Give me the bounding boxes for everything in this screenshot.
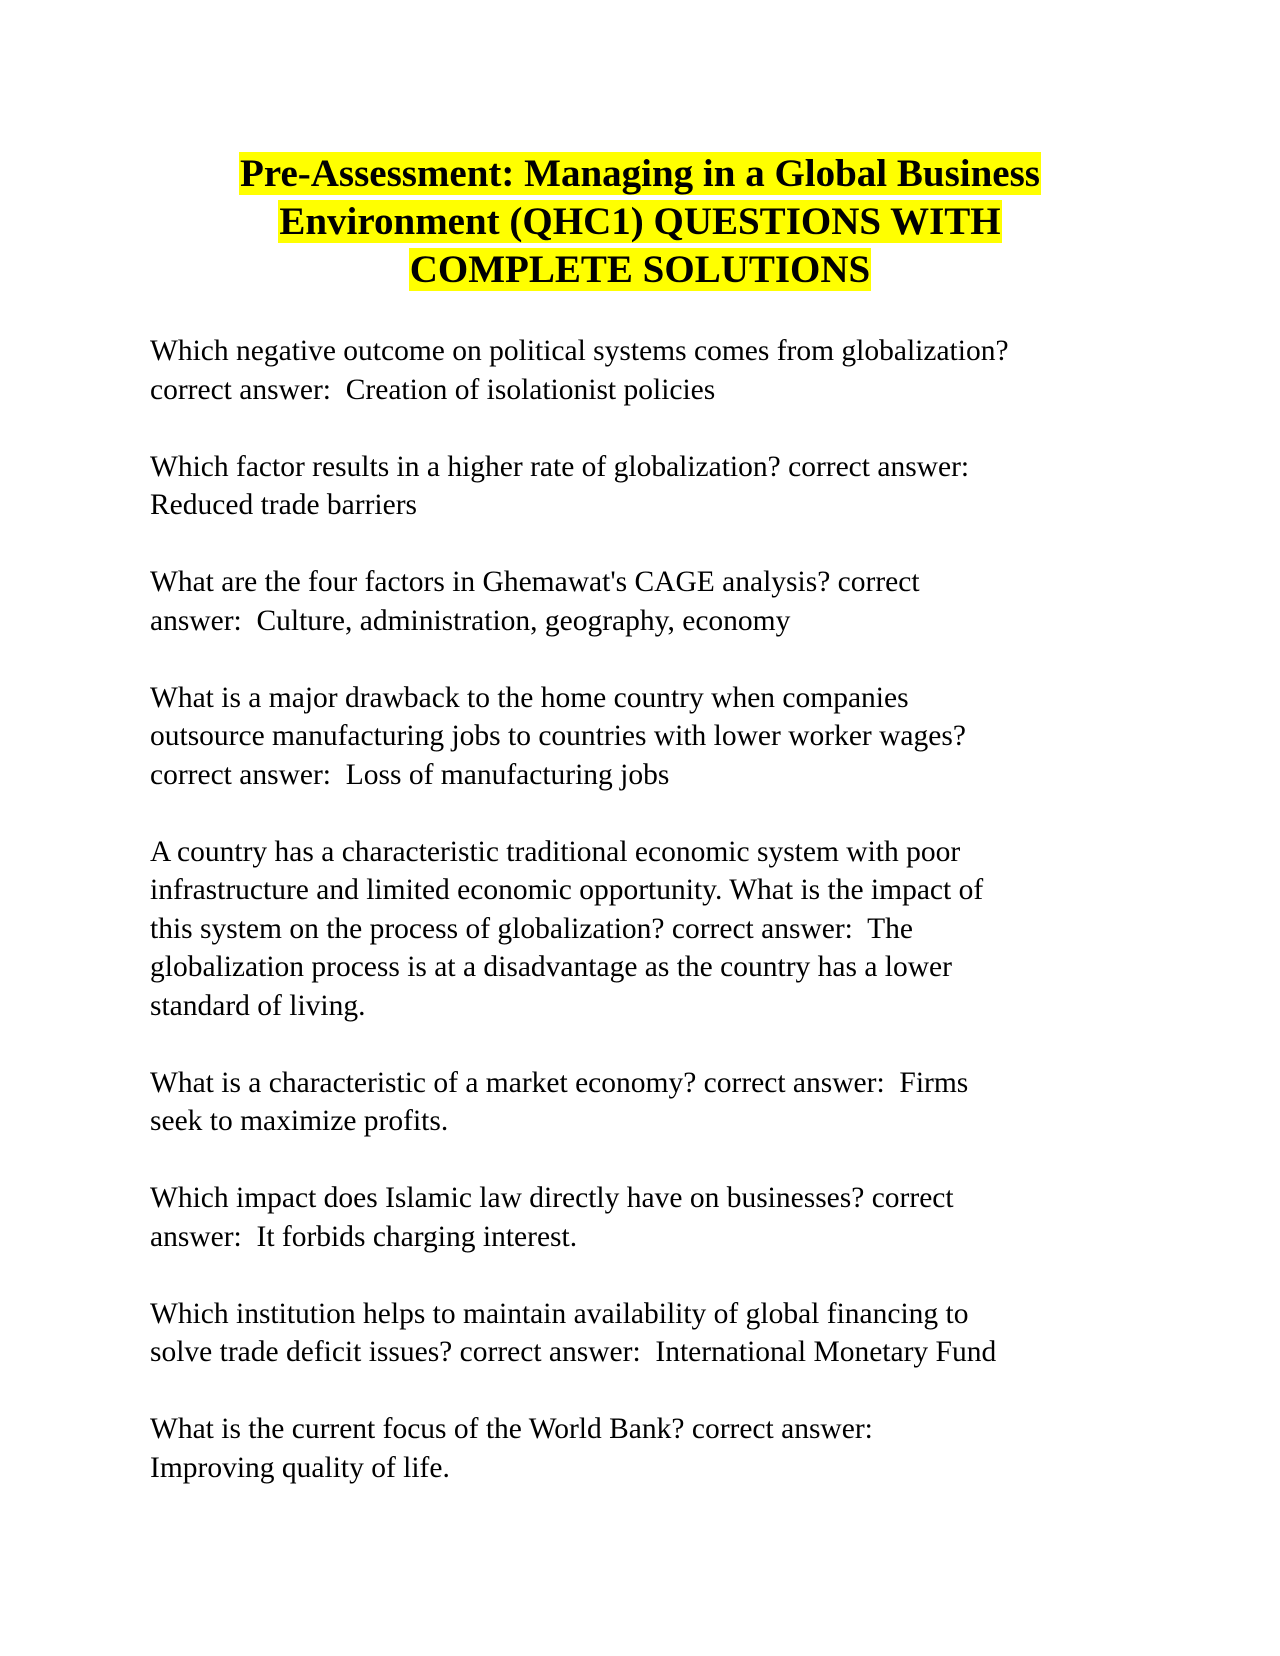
qa-line: What is the current focus of the World Bank? correct answer: bbox=[150, 1413, 873, 1445]
qa-line: infrastructure and limited economic opportunity. What is the impact of bbox=[150, 874, 984, 906]
qa-line: Reduced trade barriers bbox=[150, 489, 417, 521]
qa-line: outsource manufacturing jobs to countries with lower worker wages? bbox=[150, 720, 966, 752]
title-line-text: Pre-Assessment: Managing in a Global Business bbox=[240, 152, 1040, 195]
qa-line: Which factor results in a higher rate of globalization? correct answer: bbox=[150, 450, 970, 483]
qa-line: What is a characteristic of a market economy? correct answer: Firms bbox=[150, 1066, 969, 1099]
qa-line: What are the four factors in Ghemawat's CAGE analysis? correct bbox=[150, 566, 920, 598]
title-line-text: Environment (QHC1) QUESTIONS WITH bbox=[279, 200, 1001, 243]
qa-line: correct answer: Loss of manufacturing jobs bbox=[150, 758, 670, 791]
title-line-text: COMPLETE SOLUTIONS bbox=[409, 248, 871, 291]
qa-item bbox=[150, 1410, 1140, 1487]
qa-line: globalization process is at a disadvantage as the country has a lower bbox=[150, 951, 952, 983]
qa-item bbox=[150, 448, 1140, 525]
qa-item bbox=[150, 332, 1140, 409]
document-title bbox=[140, 150, 1140, 294]
title-line bbox=[140, 198, 1140, 246]
qa-line: answer: Culture, administration, geography, economy bbox=[150, 604, 791, 637]
qa-line: Which impact does Islamic law directly have on businesses? correct bbox=[150, 1182, 954, 1214]
qa-item bbox=[150, 833, 1140, 1026]
qa-line: seek to maximize profits. bbox=[150, 1105, 449, 1137]
qa-item bbox=[150, 1295, 1140, 1372]
qa-line: this system on the process of globalization? correct answer: The bbox=[150, 912, 913, 945]
qa-item bbox=[150, 563, 1140, 640]
qa-line: What is a major drawback to the home country when companies bbox=[150, 681, 909, 714]
qa-line: correct answer: Creation of isolationist policies bbox=[150, 373, 716, 406]
title-line bbox=[140, 150, 1140, 198]
qa-line: standard of living. bbox=[150, 989, 366, 1022]
qa-item bbox=[150, 1179, 1140, 1256]
qa-line: A country has a characteristic traditional economic system with poor bbox=[150, 835, 961, 868]
qa-line: Which institution helps to maintain availability of global financing to bbox=[150, 1297, 969, 1330]
qa-line: answer: It forbids charging interest. bbox=[150, 1220, 578, 1253]
qa-line: Which negative outcome on political systems comes from globalization? bbox=[150, 335, 1009, 367]
qa-line: solve trade deficit issues? correct answer: International Monetary Fund bbox=[150, 1336, 997, 1368]
question-answer-list bbox=[150, 332, 1140, 1526]
qa-line: Improving quality of life. bbox=[150, 1451, 450, 1484]
qa-item bbox=[150, 679, 1140, 795]
qa-item bbox=[150, 1064, 1140, 1141]
title-line bbox=[140, 246, 1140, 294]
